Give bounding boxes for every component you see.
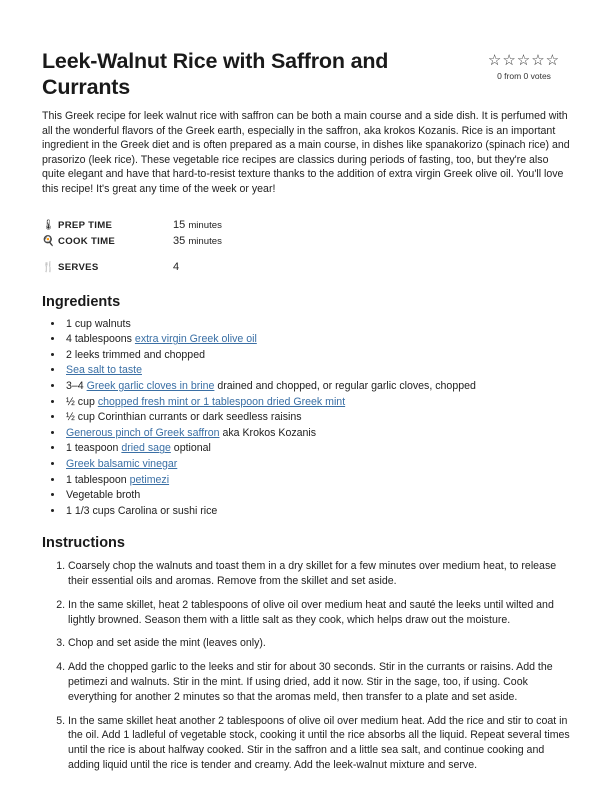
ingredient-item [64, 348, 570, 364]
ingredient-item [64, 504, 570, 520]
ingredient-text: 2 leeks trimmed and chopped [66, 348, 205, 361]
ingredient-text: Vegetable broth [66, 489, 141, 502]
ingredient-item [64, 395, 570, 411]
prep-time-unit: minutes [188, 219, 222, 231]
ingredient-item [64, 379, 570, 395]
instruction-step: 3. Chop and set aside the mint (leaves only). [68, 636, 570, 651]
fork-knife-icon: 🍴 [42, 261, 55, 273]
ingredient-item [64, 317, 570, 333]
instructions-list [42, 559, 570, 773]
ingredient-item [64, 457, 570, 473]
skillet-icon: 🍳 [42, 235, 55, 247]
instruction-step: 4. Add the chopped garlic to the leeks and stir for about 30 seconds. Stir in the currants or raisins. Add the petimezi and walnuts. Stir in the mint. If using dried, add it now. Stir in the sage, too, if using. Cook everything for another 2 minutes so that the aromas meld, then transfer to a plate and set aside. [68, 660, 570, 704]
ingredient-link[interactable]: Greek garlic cloves in brine [86, 379, 215, 392]
instruction-step: 5. In the same skillet heat another 2 tablespoons of olive oil over medium heat. Add the rice and stir to coat in the oil. Add 1 ladleful of vegetable stock, cooking it until the rice absorbs all the liquid. Repeat several times until the rice is about halfway cooked. Stir in the saffron and a little sea salt, and continue cooking and adding liquid until the rice is tender and creamy. Add the leek-walnut mixture and serve. [68, 714, 570, 773]
recipe-meta [42, 219, 570, 274]
rating-count-text: 0 from 0 votes [497, 71, 551, 81]
ingredient-item [64, 441, 570, 457]
serves-row [42, 261, 570, 274]
cook-time-unit: minutes [188, 235, 222, 247]
thermometer-icon: 🌡 [42, 219, 55, 231]
ingredient-text: 1 tablespoon [66, 473, 130, 486]
ingredients-heading: Ingredients [42, 293, 121, 310]
ingredient-text: 3–4 [66, 379, 87, 392]
ingredient-text: ½ cup [66, 395, 98, 408]
prep-time-value [173, 219, 222, 232]
ingredient-item [64, 410, 570, 426]
serves-value: 4 [173, 260, 180, 273]
star-rating-icon[interactable]: ☆☆☆☆☆ [487, 52, 561, 69]
prep-time-row [42, 219, 570, 232]
ingredient-item [64, 426, 570, 442]
cook-time-label: COOK TIME [58, 235, 116, 247]
ingredient-link[interactable]: chopped fresh mint or 1 tablespoon dried Greek mint [97, 395, 346, 408]
instruction-step: 1. Coarsely chop the walnuts and toast them in a dry skillet for a few minutes over medium heat, to release their essential oils and aromas. Remove from the skillet and set aside. [68, 559, 570, 589]
ingredient-text: 1 1/3 cups Carolina or sushi rice [66, 504, 218, 517]
ingredient-link[interactable]: Sea salt to taste [66, 364, 142, 377]
ingredient-item [64, 488, 570, 504]
page-title: Leek-Walnut Rice with Saffron and Currants [42, 49, 389, 99]
ingredient-link[interactable]: Greek balsamic vinegar [66, 457, 178, 470]
ingredient-link[interactable]: Generous pinch of Greek saffron [66, 426, 220, 439]
serves-label: SERVES [58, 261, 99, 273]
recipe-intro: This Greek recipe for leek walnut rice with saffron can be both a main course and a side dish. It is perfumed with all the wonderful flavors of the Greek earth, especially in the saffron, aka krokos Kozanis. Rice is an important ingredient in the Greek diet and is often prepared as a main course, in dishes like spanakorizo (spinach rice) and prasorizo (leek rice). These vegetable rice recipes are classics during periods of fasting, too, but they're also quite elegant and have that hard-to-resist texture thanks to the addition of extra virgin Greek olive oil. You'll love this recipe! It's great any time of the week or year! [42, 110, 570, 195]
ingredient-link[interactable]: dried sage [121, 442, 171, 455]
ingredient-text: 4 tablespoons [66, 333, 135, 346]
ingredient-text: optional [170, 442, 211, 455]
rating-block [478, 54, 570, 81]
instructions-heading: Instructions [42, 535, 125, 552]
prep-time-label: PREP TIME [58, 219, 113, 231]
ingredient-text: seedless raisins [226, 411, 302, 424]
ingredient-text: ½ cup Corinthian currants or dark [66, 411, 227, 424]
ingredient-item [64, 332, 570, 348]
prep-time-number: 15 [173, 218, 186, 231]
cook-time-number: 35 [173, 234, 186, 247]
ingredient-text: drained and chopped, or regular garlic cloves, chopped [214, 379, 476, 392]
cook-time-value [173, 235, 222, 248]
ingredient-text: 1 cup walnuts [66, 317, 131, 330]
ingredients-list [42, 317, 570, 520]
ingredient-item [64, 473, 570, 489]
ingredient-text: 1 teaspoon [66, 442, 122, 455]
ingredient-text: aka Krokos Kozanis [219, 426, 317, 439]
ingredient-link[interactable]: extra virgin Greek olive oil [134, 333, 257, 346]
ingredient-link[interactable]: petimezi [129, 473, 170, 486]
instruction-step: 2. In the same skillet, heat 2 tablespoons of olive oil over medium heat and sauté the leeks until wilted and lightly browned. Season them with a little salt as they cook, which helps draw out the moisture. [68, 598, 570, 628]
ingredient-item [64, 363, 570, 379]
cook-time-row [42, 235, 570, 248]
